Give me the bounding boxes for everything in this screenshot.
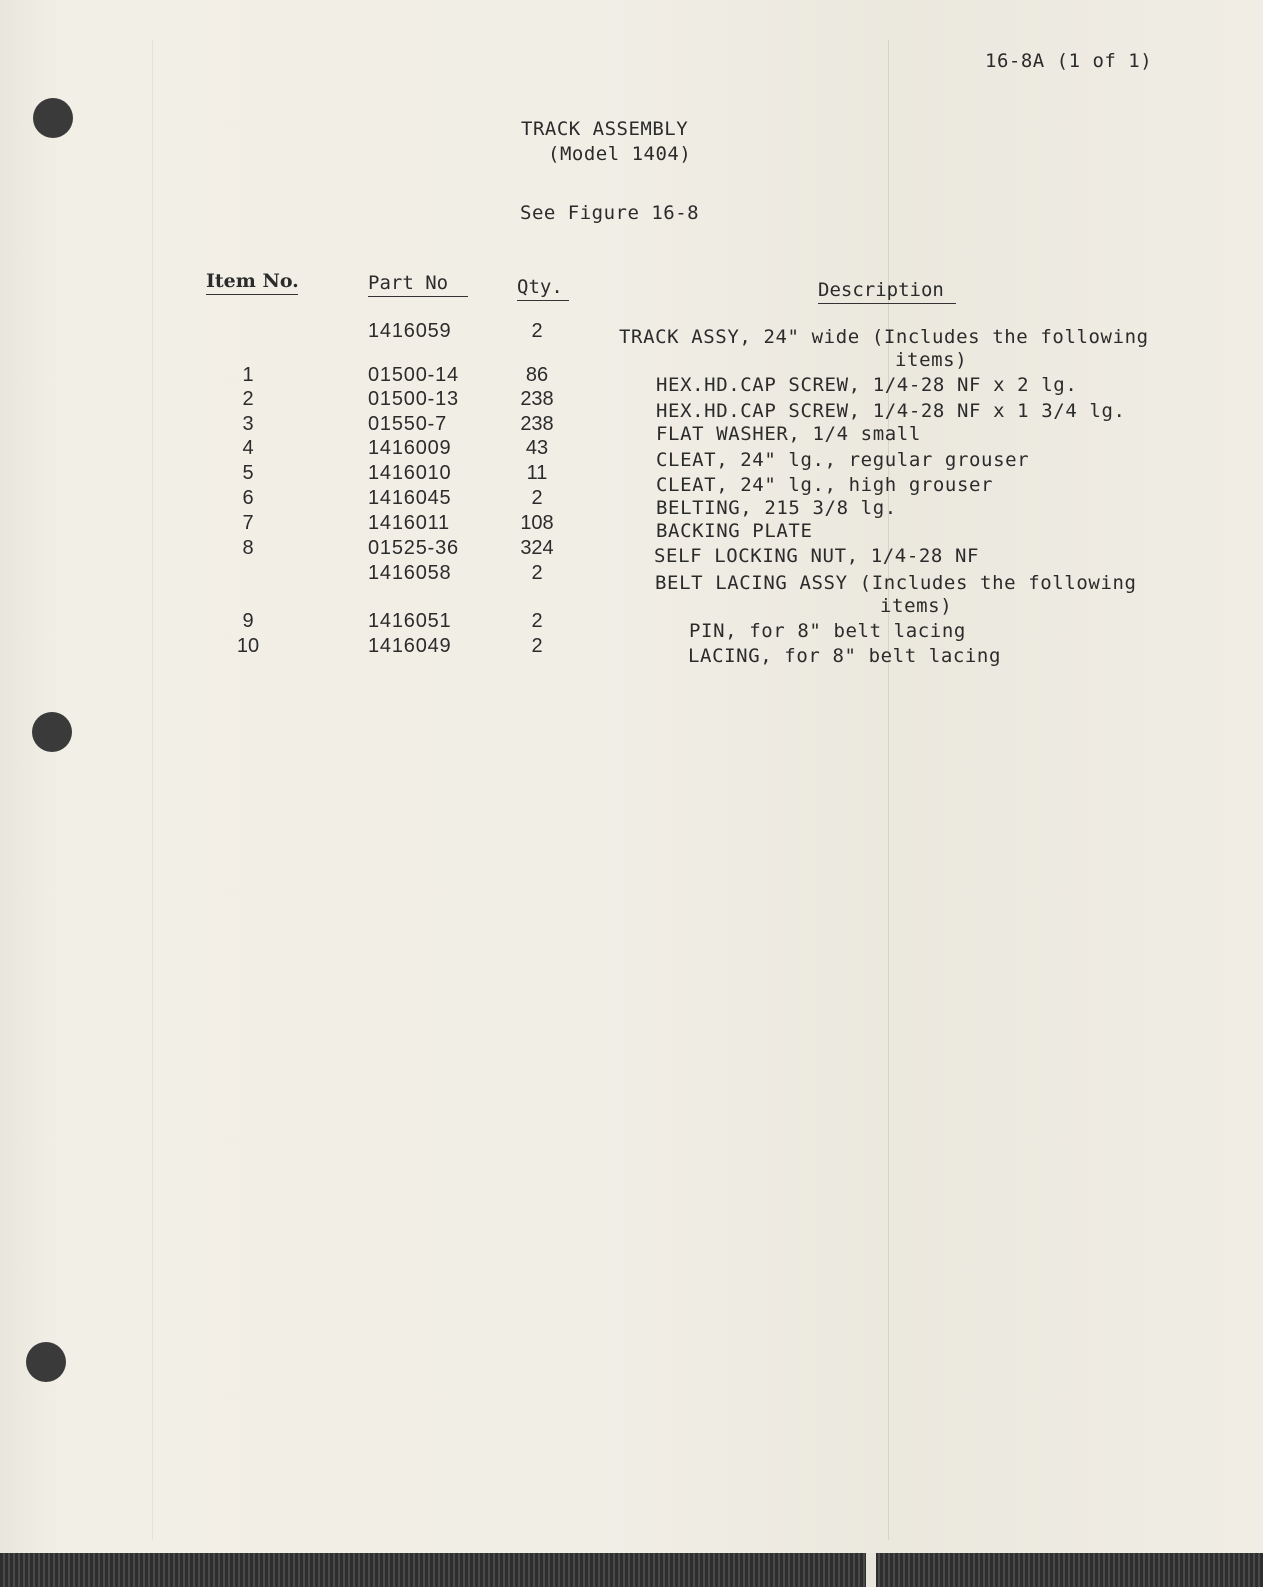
- part-number: 1416049: [368, 635, 452, 657]
- table-row: [0, 512, 1263, 542]
- part-number: 01525-36: [368, 537, 459, 559]
- part-number: 01500-14: [368, 364, 459, 386]
- item-number: 6: [242, 487, 254, 509]
- page-crease: [888, 40, 889, 1540]
- description: HEX.HD.CAP SCREW, 1/4-28 NF x 1 3/4 lg.: [656, 400, 1126, 422]
- item-number: 5: [242, 462, 254, 484]
- item-number: 2: [242, 388, 254, 410]
- part-number: 1416058: [368, 562, 452, 584]
- table-row: [0, 537, 1263, 567]
- description: FLAT WASHER, 1/4 small: [656, 423, 921, 445]
- punch-hole: [26, 1342, 66, 1382]
- part-number: 1416051: [368, 610, 452, 632]
- description: TRACK ASSY, 24" wide (Includes the following: [619, 326, 1149, 348]
- quantity: 11: [526, 462, 548, 484]
- quantity: 108: [520, 512, 554, 534]
- column-header-item: Item No.: [206, 270, 298, 295]
- page-reference: 16-8A (1 of 1): [985, 50, 1153, 72]
- table-row: [0, 462, 1263, 496]
- item-number: 1: [242, 364, 254, 386]
- item-number: 10: [236, 635, 260, 657]
- quantity: 324: [520, 537, 554, 559]
- part-number: 1416011: [368, 512, 450, 534]
- table-row: [0, 364, 1263, 396]
- table-row: [0, 487, 1263, 519]
- item-number: 7: [242, 512, 254, 534]
- column-header-qty: Qty.: [517, 276, 569, 301]
- punch-hole: [32, 712, 72, 752]
- description: PIN, for 8" belt lacing: [689, 620, 966, 642]
- item-number: 8: [242, 537, 254, 559]
- quantity: 2: [531, 562, 543, 584]
- quantity: 2: [531, 635, 543, 657]
- item-number: 9: [242, 610, 254, 632]
- table-row: [0, 562, 1263, 617]
- page-crease: [152, 40, 153, 1540]
- table-row: [0, 635, 1263, 667]
- description: HEX.HD.CAP SCREW, 1/4-28 NF x 2 lg.: [656, 374, 1078, 396]
- description: BELTING, 215 3/8 lg.: [656, 497, 897, 519]
- column-header-part: Part No: [368, 272, 468, 297]
- quantity: 43: [525, 437, 549, 459]
- quantity: 86: [525, 364, 549, 386]
- title: TRACK ASSEMBLY: [521, 118, 689, 140]
- punch-hole: [33, 98, 73, 138]
- description: BELT LACING ASSY (Includes the following: [655, 572, 1137, 594]
- part-number: 1416010: [368, 462, 452, 484]
- part-number: 01550-7: [368, 413, 447, 435]
- scan-edge-gap: [866, 1553, 876, 1587]
- quantity: 2: [531, 320, 543, 342]
- scan-edge: [0, 1553, 1263, 1587]
- item-number: 4: [242, 437, 254, 459]
- subtitle: (Model 1404): [548, 143, 692, 165]
- quantity: 238: [520, 388, 554, 410]
- table-row: [0, 437, 1263, 471]
- description: BACKING PLATE: [656, 520, 813, 542]
- description: CLEAT, 24" lg., regular grouser: [656, 449, 1030, 471]
- description: LACING, for 8" belt lacing: [688, 645, 1002, 667]
- table-row: [0, 413, 1263, 445]
- table-row: [0, 320, 1263, 371]
- description-continuation: items): [895, 349, 968, 371]
- column-header-description: Description: [818, 279, 956, 304]
- part-number: 1416009: [368, 437, 452, 459]
- description: CLEAT, 24" lg., high grouser: [656, 474, 994, 496]
- quantity: 2: [531, 610, 543, 632]
- item-number: 3: [242, 413, 254, 435]
- description-continuation: items): [880, 595, 953, 617]
- quantity: 2: [531, 487, 543, 509]
- figure-reference: See Figure 16-8: [520, 202, 700, 224]
- part-number: 01500-13: [368, 388, 459, 410]
- table-row: [0, 388, 1263, 422]
- quantity: 238: [520, 413, 554, 435]
- part-number: 1416059: [368, 320, 452, 342]
- part-number: 1416045: [368, 487, 452, 509]
- table-row: [0, 610, 1263, 642]
- description: SELF LOCKING NUT, 1/4-28 NF: [654, 545, 980, 567]
